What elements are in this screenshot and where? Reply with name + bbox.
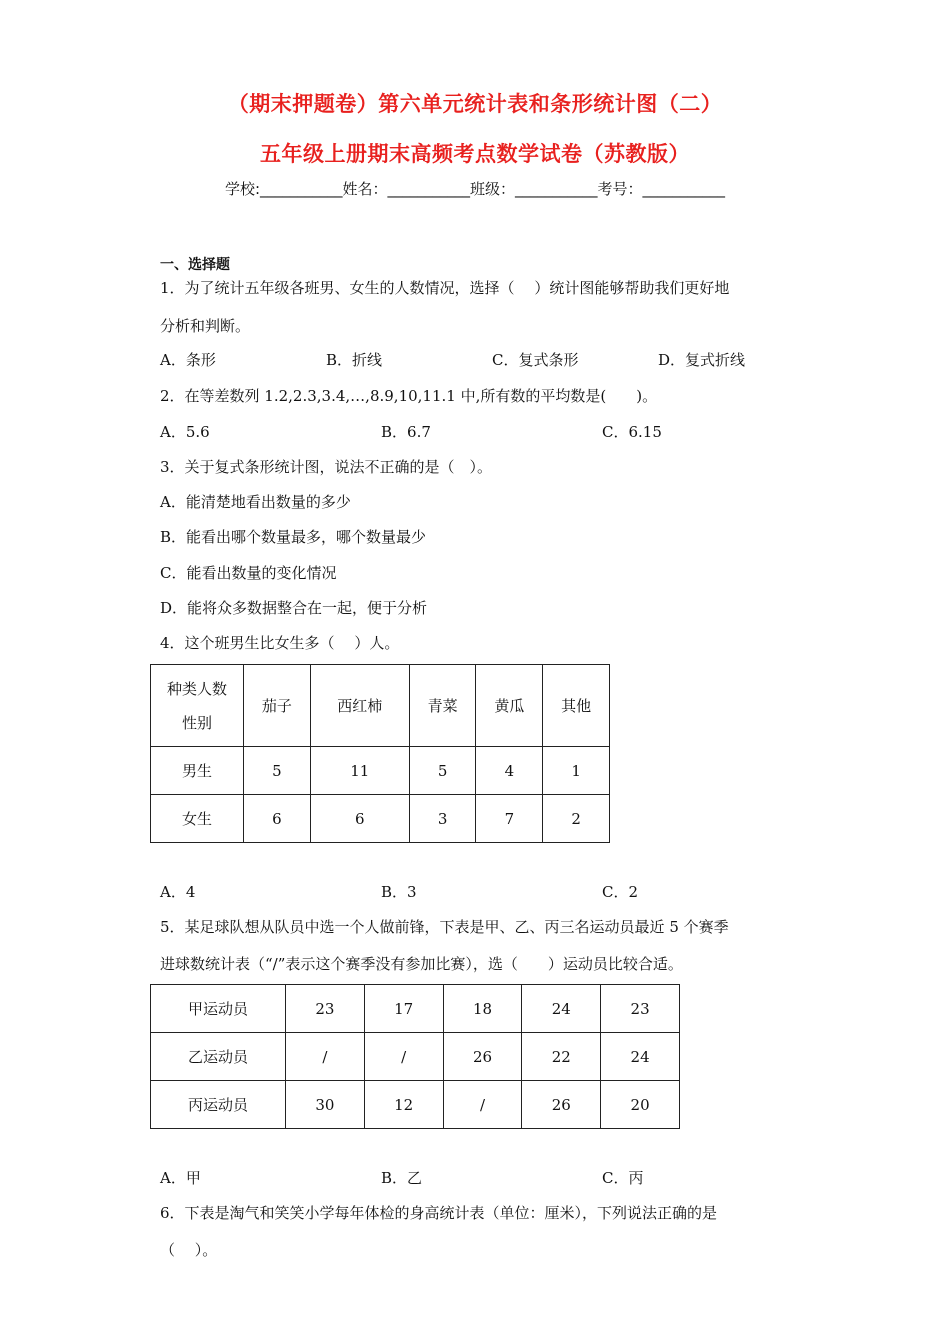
table-cell: 6 (244, 795, 311, 843)
corner-bottom-label: 性别 (181, 713, 212, 732)
row-label: 丙运动员 (151, 1081, 286, 1129)
question-1-line-2: 分析和判断。 (160, 317, 251, 335)
q1-option-a: A．条形 (160, 351, 216, 369)
table-cell: 3 (409, 795, 476, 843)
question-6-line-1: 6．下表是淘气和笑笑小学每年体检的身高统计表（单位：厘米），下列说法正确的是 (160, 1204, 718, 1222)
question-2-line-1: 2．在等差数列 1.2,2.3,3.4,…,8.9,10,11.1 中,所有数的平均数是( )。 (160, 387, 658, 405)
q5-option-a: A．甲 (160, 1169, 201, 1187)
table-cell: 11 (310, 747, 409, 795)
table-row (151, 795, 610, 843)
row-label: 乙运动员 (151, 1033, 286, 1081)
table-cell: 5 (244, 747, 311, 795)
table-cell: / (364, 1033, 443, 1081)
table-header-cell: 其他 (543, 665, 610, 747)
table-cell: 26 (522, 1081, 601, 1129)
question-5-line-2: 进球数统计表（“/”表示这个赛季没有参加比赛），选（ ）运动员比较合适。 (160, 955, 683, 973)
table-cell: 23 (601, 985, 680, 1033)
q2-option-b: B．6.7 (381, 423, 431, 441)
q5-option-c: C．丙 (602, 1169, 644, 1187)
table-cell: / (443, 1081, 522, 1129)
table-cell: 20 (601, 1081, 680, 1129)
row-label: 甲运动员 (151, 985, 286, 1033)
q4-option-c: C．2 (602, 883, 639, 901)
section-title: 一、选择题 (160, 257, 230, 273)
title-line-1: （期末押题卷）第六单元统计表和条形统计图（二） (227, 92, 723, 116)
table-cell: 2 (543, 795, 610, 843)
table-cell: 18 (443, 985, 522, 1033)
student-info-line: 学校:___________姓名：___________班级：___________考号：___________ (224, 180, 726, 198)
table-corner-cell (151, 665, 244, 747)
table-cell: 12 (364, 1081, 443, 1129)
q1-option-d: D．复式折线 (658, 351, 746, 369)
question-3-line-1: 3．关于复式条形统计图，说法不正确的是（ ）。 (160, 458, 493, 476)
title-line-2: 五年级上册期末高频考点数学试卷（苏教版） (260, 142, 690, 166)
q2-option-c: C．6.15 (602, 423, 662, 441)
q5-table (150, 984, 680, 1129)
q3-option-c: C．能看出数量的变化情况 (160, 564, 337, 582)
row-label: 男生 (151, 747, 244, 795)
q3-option-a: A．能清楚地看出数量的多少 (160, 493, 351, 511)
table-cell: 1 (543, 747, 610, 795)
q2-option-a: A．5.6 (160, 423, 210, 441)
table-header-cell: 黄瓜 (476, 665, 543, 747)
row-label: 女生 (151, 795, 244, 843)
table-header-cell: 西红柿 (310, 665, 409, 747)
table-row (151, 1081, 680, 1129)
table-row (151, 747, 610, 795)
table-cell: 5 (409, 747, 476, 795)
table-cell: 17 (364, 985, 443, 1033)
q5-option-b: B．乙 (381, 1169, 423, 1187)
question-6-line-2: （ ）。 (160, 1241, 218, 1259)
table-cell: 4 (476, 747, 543, 795)
table-row (151, 985, 680, 1033)
table-cell: 24 (522, 985, 601, 1033)
q1-option-b: B．折线 (326, 351, 383, 369)
table-row (151, 1033, 680, 1081)
q4-table (150, 664, 610, 843)
q3-option-d: D．能将众多数据整合在一起，便于分析 (160, 599, 428, 617)
table-cell: 23 (286, 985, 365, 1033)
table-cell: / (286, 1033, 365, 1081)
table-cell: 7 (476, 795, 543, 843)
table-cell: 26 (443, 1033, 522, 1081)
table-cell: 22 (522, 1033, 601, 1081)
q4-option-b: B．3 (381, 883, 417, 901)
table-header-cell: 青菜 (409, 665, 476, 747)
corner-top-label: 种类人数 (166, 679, 227, 698)
q3-option-b: B．能看出哪个数量最多，哪个数量最少 (160, 528, 427, 546)
table-cell: 24 (601, 1033, 680, 1081)
q4-option-a: A．4 (160, 883, 196, 901)
table-cell: 30 (286, 1081, 365, 1129)
table-cell: 6 (310, 795, 409, 843)
question-5-line-1: 5．某足球队想从队员中选一个人做前锋，下表是甲、乙、丙三名运动员最近 5 个赛季 (160, 918, 729, 936)
table-header-cell: 茄子 (244, 665, 311, 747)
q1-option-c: C．复式条形 (492, 351, 579, 369)
table-header-row (151, 665, 610, 747)
question-1-line-1: 1．为了统计五年级各班男、女生的人数情况，选择（ ）统计图能够帮助我们更好地 (160, 279, 730, 297)
question-4-line-1: 4．这个班男生比女生多（ ）人。 (160, 634, 400, 652)
